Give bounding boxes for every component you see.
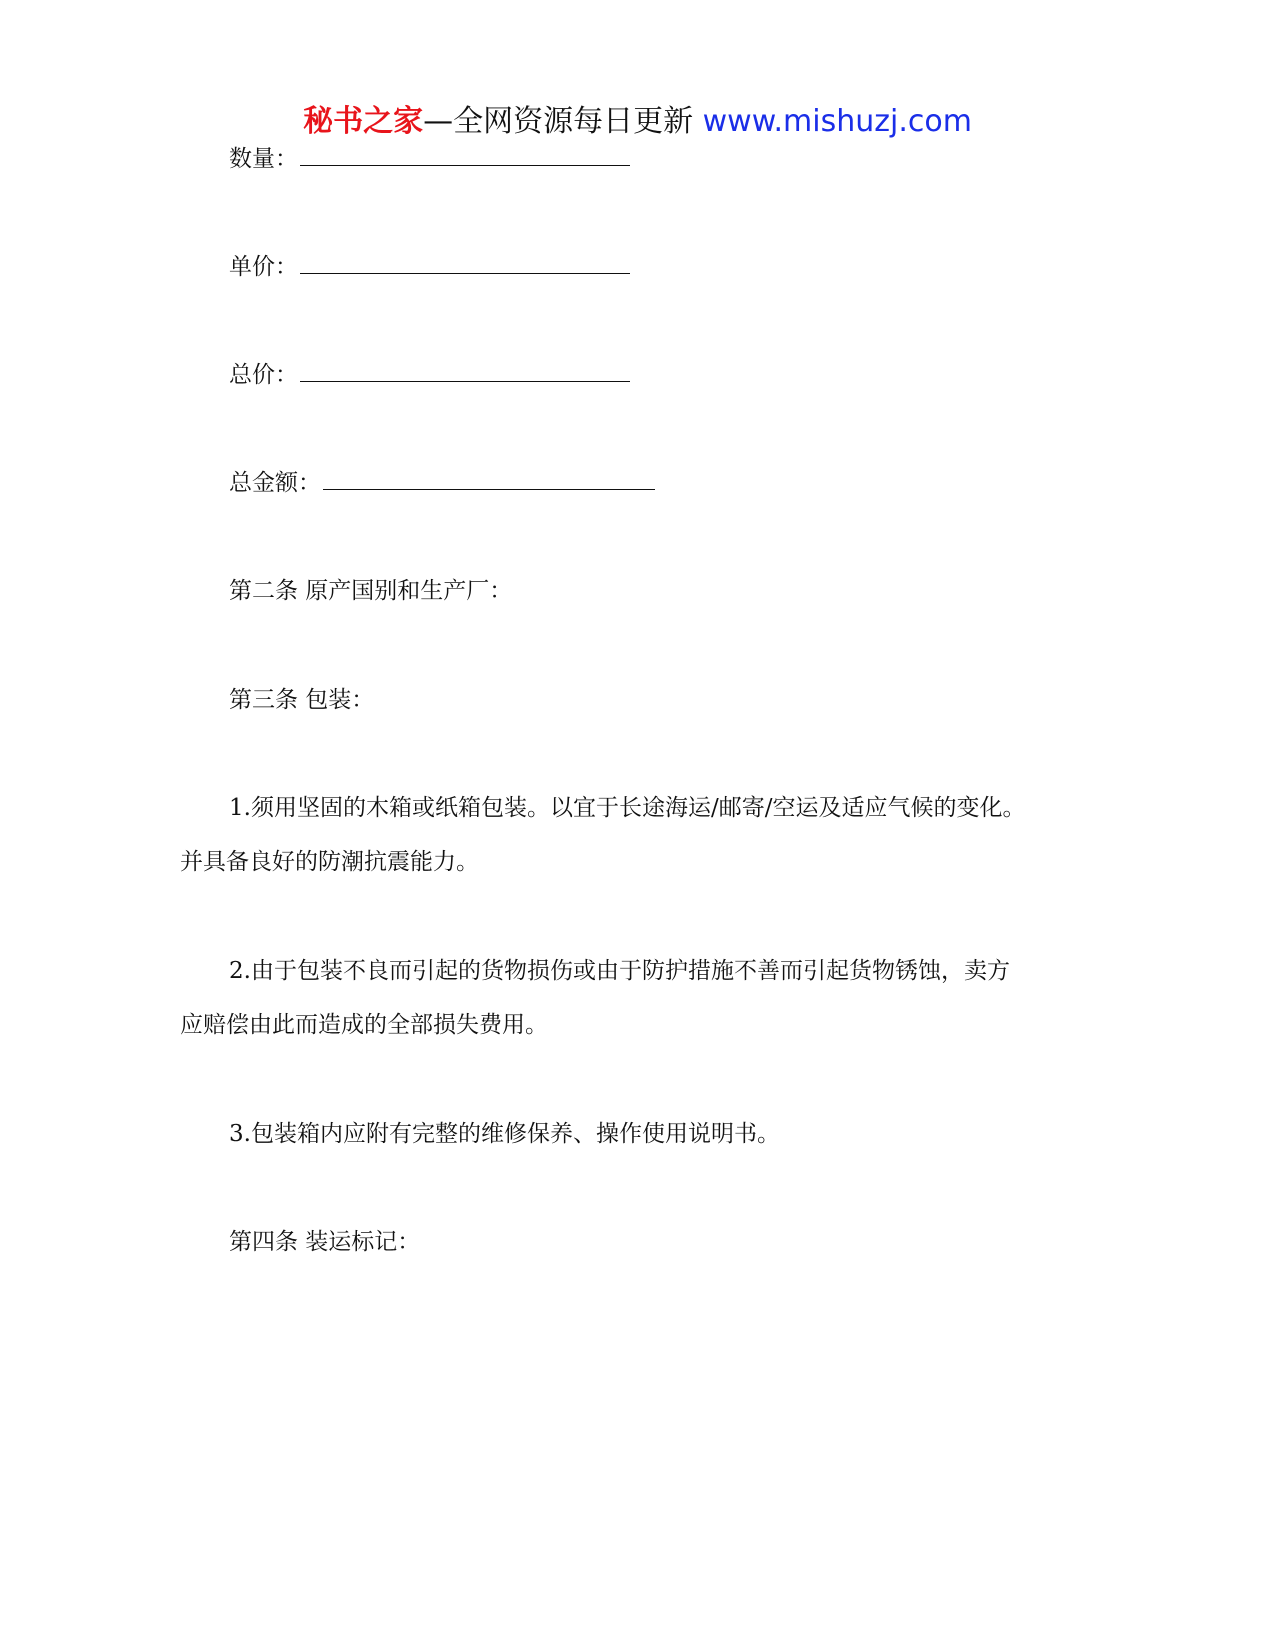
packaging-item-2-line-2: 应赔偿由此而造成的全部损失费用。 xyxy=(180,1012,548,1038)
packaging-item-1-line-1: 1.须用坚固的木箱或纸箱包装。以宜于长途海运/邮寄/空运及适应气候的变化。 xyxy=(229,795,1026,821)
packaging-item-2-line-1: 2.由于包装不良而引起的货物损伤或由于防护措施不善而引起货物锈蚀，卖方 xyxy=(229,958,1010,984)
packaging-item-1-line-2: 并具备良好的防潮抗震能力。 xyxy=(180,849,479,875)
unit-price-row xyxy=(229,252,630,282)
brand-name: 秘书之家 xyxy=(303,104,424,139)
article-3-heading: 第三条 包装： xyxy=(229,687,375,713)
quantity-label: 数量： xyxy=(229,146,298,172)
header-tagline: —全网资源每日更新 xyxy=(423,104,703,139)
total-price-label: 总价： xyxy=(229,362,298,388)
total-amount-blank xyxy=(323,469,655,490)
site-url: www.mishuzj.com xyxy=(702,104,972,139)
unit-price-label: 单价： xyxy=(229,254,298,280)
packaging-item-3: 3.包装箱内应附有完整的维修保养、操作使用说明书。 xyxy=(229,1121,780,1147)
unit-price-blank xyxy=(300,253,630,274)
total-price-blank xyxy=(300,361,630,382)
total-amount-row xyxy=(229,468,655,498)
total-price-row xyxy=(229,360,630,390)
quantity-row xyxy=(229,144,630,174)
quantity-blank xyxy=(300,145,630,166)
article-2-heading: 第二条 原产国别和生产厂： xyxy=(229,578,513,604)
article-4-heading: 第四条 装运标记： xyxy=(229,1229,421,1255)
watermark-header xyxy=(0,102,1275,142)
total-amount-label: 总金额： xyxy=(229,470,321,496)
